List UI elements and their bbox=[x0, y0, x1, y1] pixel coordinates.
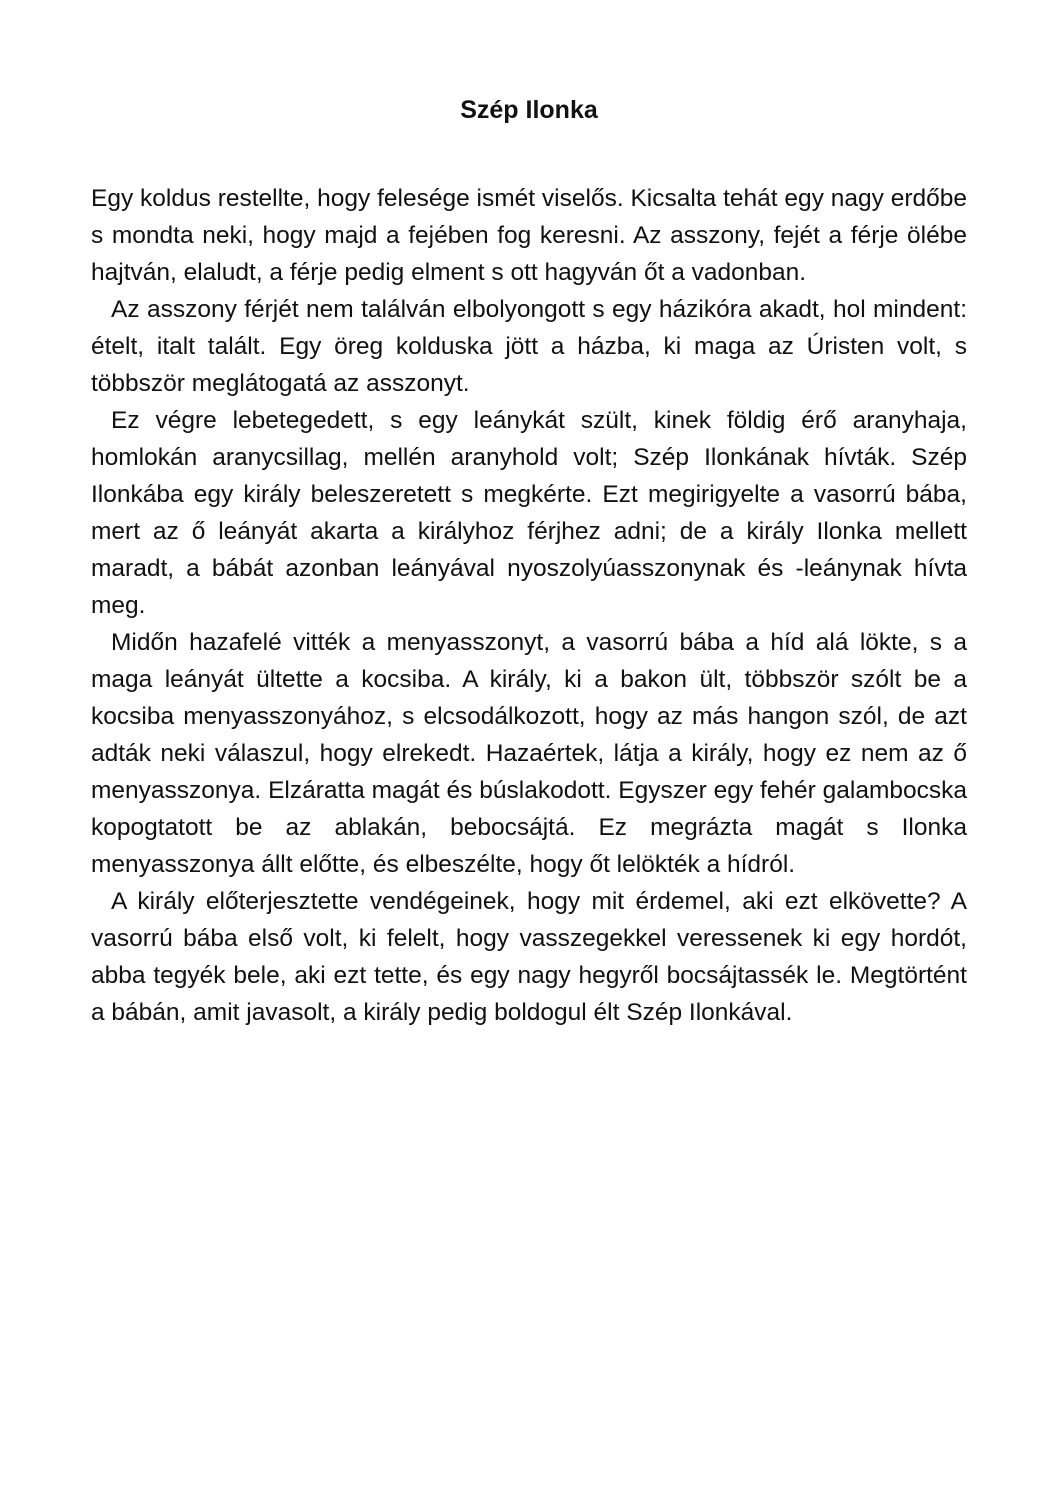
paragraph: Az asszony férjét nem találván elbolyongott s egy házikóra akadt, hol mindent: ételt, italt talált. Egy öreg kolduska jött a házba, ki maga az Úristen volt, s többször meglátogatá az asszonyt. bbox=[91, 296, 967, 397]
paragraph: Egy koldus restellte, hogy felesége ismét viselős. Kicsalta tehát egy nagy erdőbe s mondta neki, hogy majd a fejében fog keresni. Az asszony, fejét a férje ölébe hajtván, elaludt, a férje pedig elment s ott hagyván őt a vadonban. bbox=[91, 185, 967, 286]
paragraph: A király előterjesztette vendégeinek, hogy mit érdemel, aki ezt elkövette? A vasorrú bába első volt, ki felelt, hogy vasszegekkel veressenek ki egy hordót, abba tegyék bele, aki ezt tette, és egy nagy hegyről bocsájtassék le. Megtörtént a bábán, amit javasolt, a király pedig boldogul élt Szép Ilonkával. bbox=[91, 888, 967, 1026]
paragraph: Ez végre lebetegedett, s egy leánykát szült, kinek földig érő aranyhaja, homlokán aranycsillag, mellén aranyhold volt; Szép Ilonkának hívták. Szép Ilonkába egy király beleszeretett s megkérte. Ezt megirigyelte a vasorrú bába, mert az ő leányát akarta a királyhoz férjhez adni; de a király Ilonka mellett maradt, a bábát azonban leányával nyoszolyúasszonynak és -leánynak hívta meg. bbox=[91, 407, 967, 619]
document-page bbox=[91, 92, 967, 1031]
page-title: Szép Ilonka bbox=[460, 96, 598, 124]
paragraph: Midőn hazafelé vitték a menyasszonyt, a vasorrú bába a híd alá lökte, s a maga leányát ültette a kocsiba. A király, ki a bakon ült, többször szólt be a kocsiba menyasszonyához, s elcsodálkozott, hogy az más hangon szól, de azt adták neki válaszul, hogy elrekedt. Hazaértek, látja a király, hogy ez nem az ő menyasszonya. Elzáratta magát és búslakodott. Egyszer egy fehér galambocska kopogtatott be az ablakán, bebocsájtá. Ez megrázta magát s Ilonka menyasszonya állt előtte, és elbeszélte, hogy őt lelökték a hídról. bbox=[91, 629, 967, 878]
story-body bbox=[91, 180, 967, 1031]
